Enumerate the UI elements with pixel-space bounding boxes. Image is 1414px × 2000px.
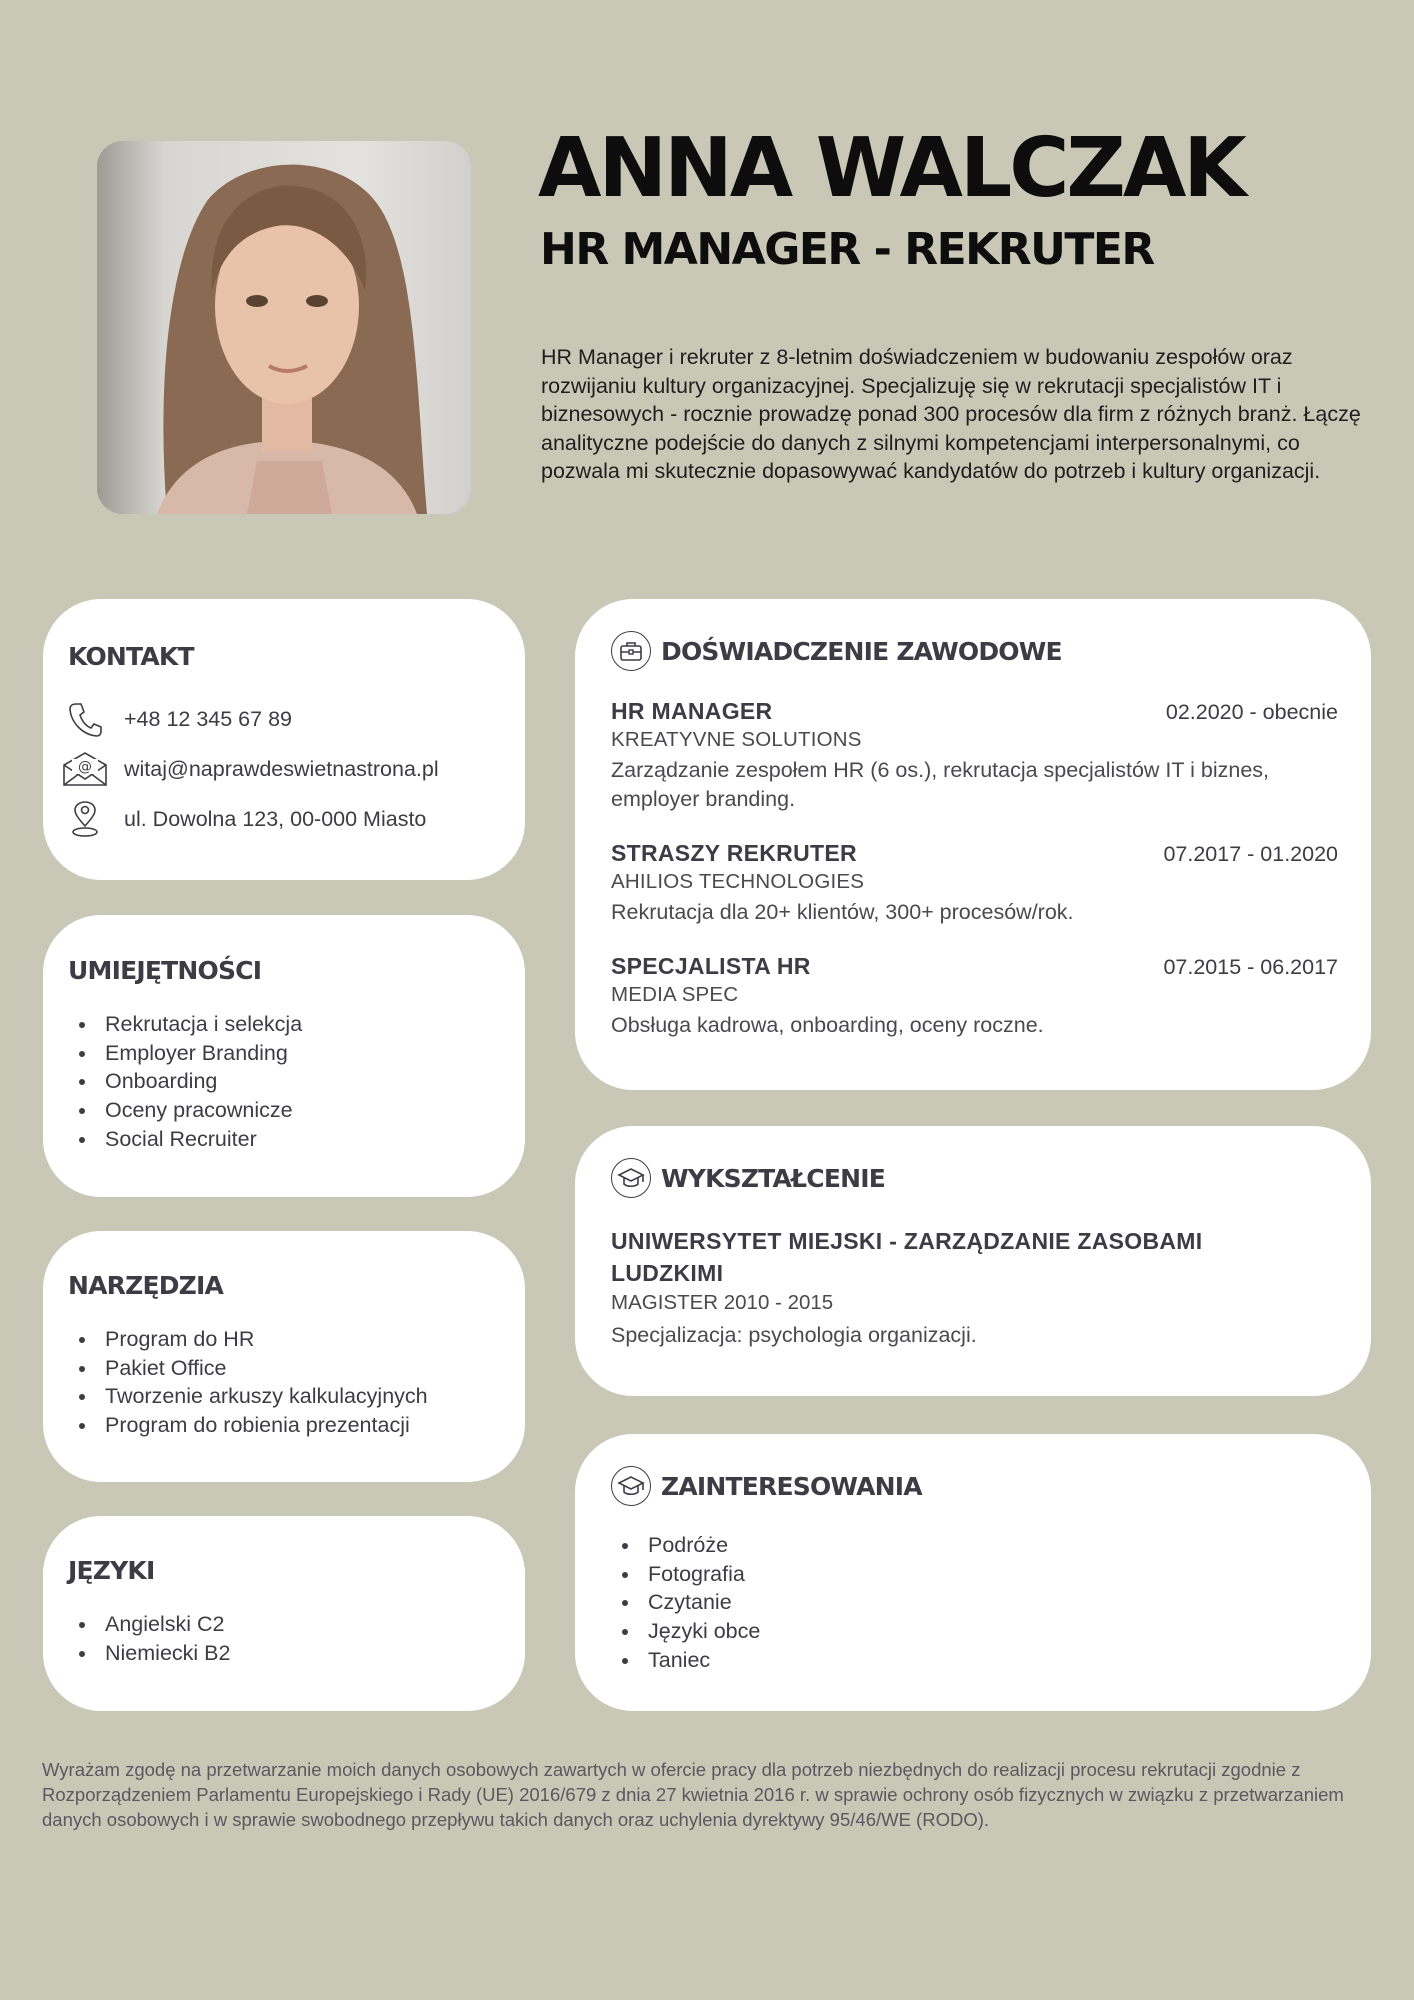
- job-title: HR MANAGER: [611, 698, 773, 724]
- job-entry: [611, 698, 1338, 813]
- gdpr-consent-clause: Wyrażam zgodę na przetwarzanie moich danych osobowych zawartych w ofercie pracy dla potrzeb niezbędnych do realizacji procesu rekrutacji zgodnie z Rozporządzeniem Parlamentu Europejskiego i Rady (UE) 2016/679 z dnia 27 kwietnia 2016 r. w sprawie ochrony osób fizycznych w związku z przetwarzaniem danych osobowych i w sprawie swobodnego przepływu takich danych oraz uchylenia dyrektywy 95/46/WE (RODO).: [42, 1759, 1344, 1830]
- job-date: 02.2020 - obecnie: [1165, 700, 1338, 724]
- interests-card: [575, 1434, 1371, 1711]
- list-item: Niemiecki B2: [68, 1639, 230, 1668]
- experience-card: [575, 599, 1371, 1090]
- tools-list: [68, 1325, 428, 1440]
- education-school: UNIWERSYTET MIEJSKI - ZARZĄDZANIE ZASOBAMI LUDZKIMI: [611, 1228, 1203, 1286]
- skills-list: [68, 1010, 302, 1154]
- phone-text[interactable]: +48 12 345 67 89: [124, 706, 292, 731]
- contact-card: [43, 599, 525, 880]
- education-header: [611, 1158, 885, 1198]
- contact-title: KONTAKT: [68, 642, 194, 671]
- list-item: Program do robienia prezentacji: [68, 1411, 428, 1440]
- languages-list: [68, 1610, 230, 1667]
- list-item: Pakiet Office: [68, 1354, 428, 1383]
- skills-card: [43, 915, 525, 1197]
- skills-title: UMIEJĘTNOŚCI: [68, 956, 262, 985]
- job-company: KREATYVNE SOLUTIONS: [611, 728, 862, 751]
- candidate-name: ANNA WALCZAK: [538, 121, 1244, 216]
- address-text: ul. Dowolna 123, 00-000 Miasto: [124, 806, 427, 831]
- graduation-cap-icon: [611, 1158, 651, 1198]
- tools-title: NARZĘDZIA: [68, 1271, 224, 1300]
- interests-title: ZAINTERESOWANIA: [661, 1471, 922, 1501]
- list-item: Fotografia: [611, 1560, 760, 1589]
- svg-text:@: @: [78, 759, 92, 775]
- interests-list: [611, 1531, 760, 1675]
- contact-address: [61, 799, 426, 839]
- job-description: Rekrutacja dla 20+ klientów, 300+ procesów/rok.: [611, 900, 1074, 924]
- list-item: Tworzenie arkuszy kalkulacyjnych: [68, 1382, 428, 1411]
- location-pin-icon: [61, 799, 109, 839]
- job-company: AHILIOS TECHNOLOGIES: [611, 870, 865, 893]
- job-date: 07.2017 - 01.2020: [1163, 842, 1338, 866]
- list-item: Social Recruiter: [68, 1125, 302, 1154]
- list-item: Program do HR: [68, 1325, 428, 1354]
- education-degree: MAGISTER 2010 - 2015: [611, 1291, 834, 1314]
- education-specialization: Specjalizacja: psychologia organizacji.: [611, 1323, 977, 1347]
- list-item: Employer Branding: [68, 1039, 302, 1068]
- experience-title: DOŚWIADCZENIE ZAWODOWE: [661, 636, 1062, 666]
- experience-header: [611, 631, 1062, 671]
- list-item: Rekrutacja i selekcja: [68, 1010, 302, 1039]
- languages-card: [43, 1516, 525, 1711]
- languages-title: JĘZYKI: [68, 1556, 155, 1585]
- profile-summary: HR Manager i rekruter z 8-letnim doświadczeniem w budowaniu zespołów oraz rozwijaniu kultury organizacyjnej. Specjalizuję się w rekrutacji specjalistów IT i biznesowych - rocznie prowadzę ponad 300 procesów dla firm z różnych branż. Łączę analityczne podejście do danych z silnymi kompetencjami interpersonalnymi, co pozwala mi skutecznie dopasowywać kandydatów do potrzeb i kultury organizacji.: [541, 345, 1361, 483]
- contact-phone: [61, 699, 292, 739]
- job-title: SPECJALISTA HR: [611, 953, 811, 979]
- phone-icon: [61, 699, 109, 739]
- job-entry: [611, 953, 1338, 1040]
- job-title: STRASZY REKRUTER: [611, 840, 857, 866]
- list-item: Czytanie: [611, 1588, 760, 1617]
- job-entry: [611, 840, 1338, 927]
- education-card: [575, 1126, 1371, 1396]
- list-item: Oceny pracownicze: [68, 1096, 302, 1125]
- job-description: Zarządzanie zespołem HR (6 os.), rekrutacja specjalistów IT i biznes, employer branding.: [611, 758, 1269, 811]
- list-item: Onboarding: [68, 1067, 302, 1096]
- contact-email: [61, 749, 439, 789]
- candidate-role: HR MANAGER - REKRUTER: [540, 224, 1154, 275]
- interests-header: [611, 1466, 922, 1506]
- briefcase-icon: [611, 631, 651, 671]
- education-title: WYKSZTAŁCENIE: [661, 1163, 886, 1193]
- job-description: Obsługa kadrowa, onboarding, oceny roczne.: [611, 1013, 1044, 1037]
- job-company: MEDIA SPEC: [611, 983, 739, 1006]
- list-item: Angielski C2: [68, 1610, 230, 1639]
- tools-card: [43, 1231, 525, 1482]
- list-item: Taniec: [611, 1646, 760, 1675]
- envelope-at-icon: [61, 749, 109, 789]
- email-text[interactable]: witaj@naprawdeswietnastrona.pl: [124, 756, 439, 781]
- list-item: Języki obce: [611, 1617, 760, 1646]
- job-date: 07.2015 - 06.2017: [1163, 955, 1338, 979]
- profile-photo: [97, 141, 471, 514]
- list-item: Podróże: [611, 1531, 760, 1560]
- graduation-cap-icon: [611, 1466, 651, 1506]
